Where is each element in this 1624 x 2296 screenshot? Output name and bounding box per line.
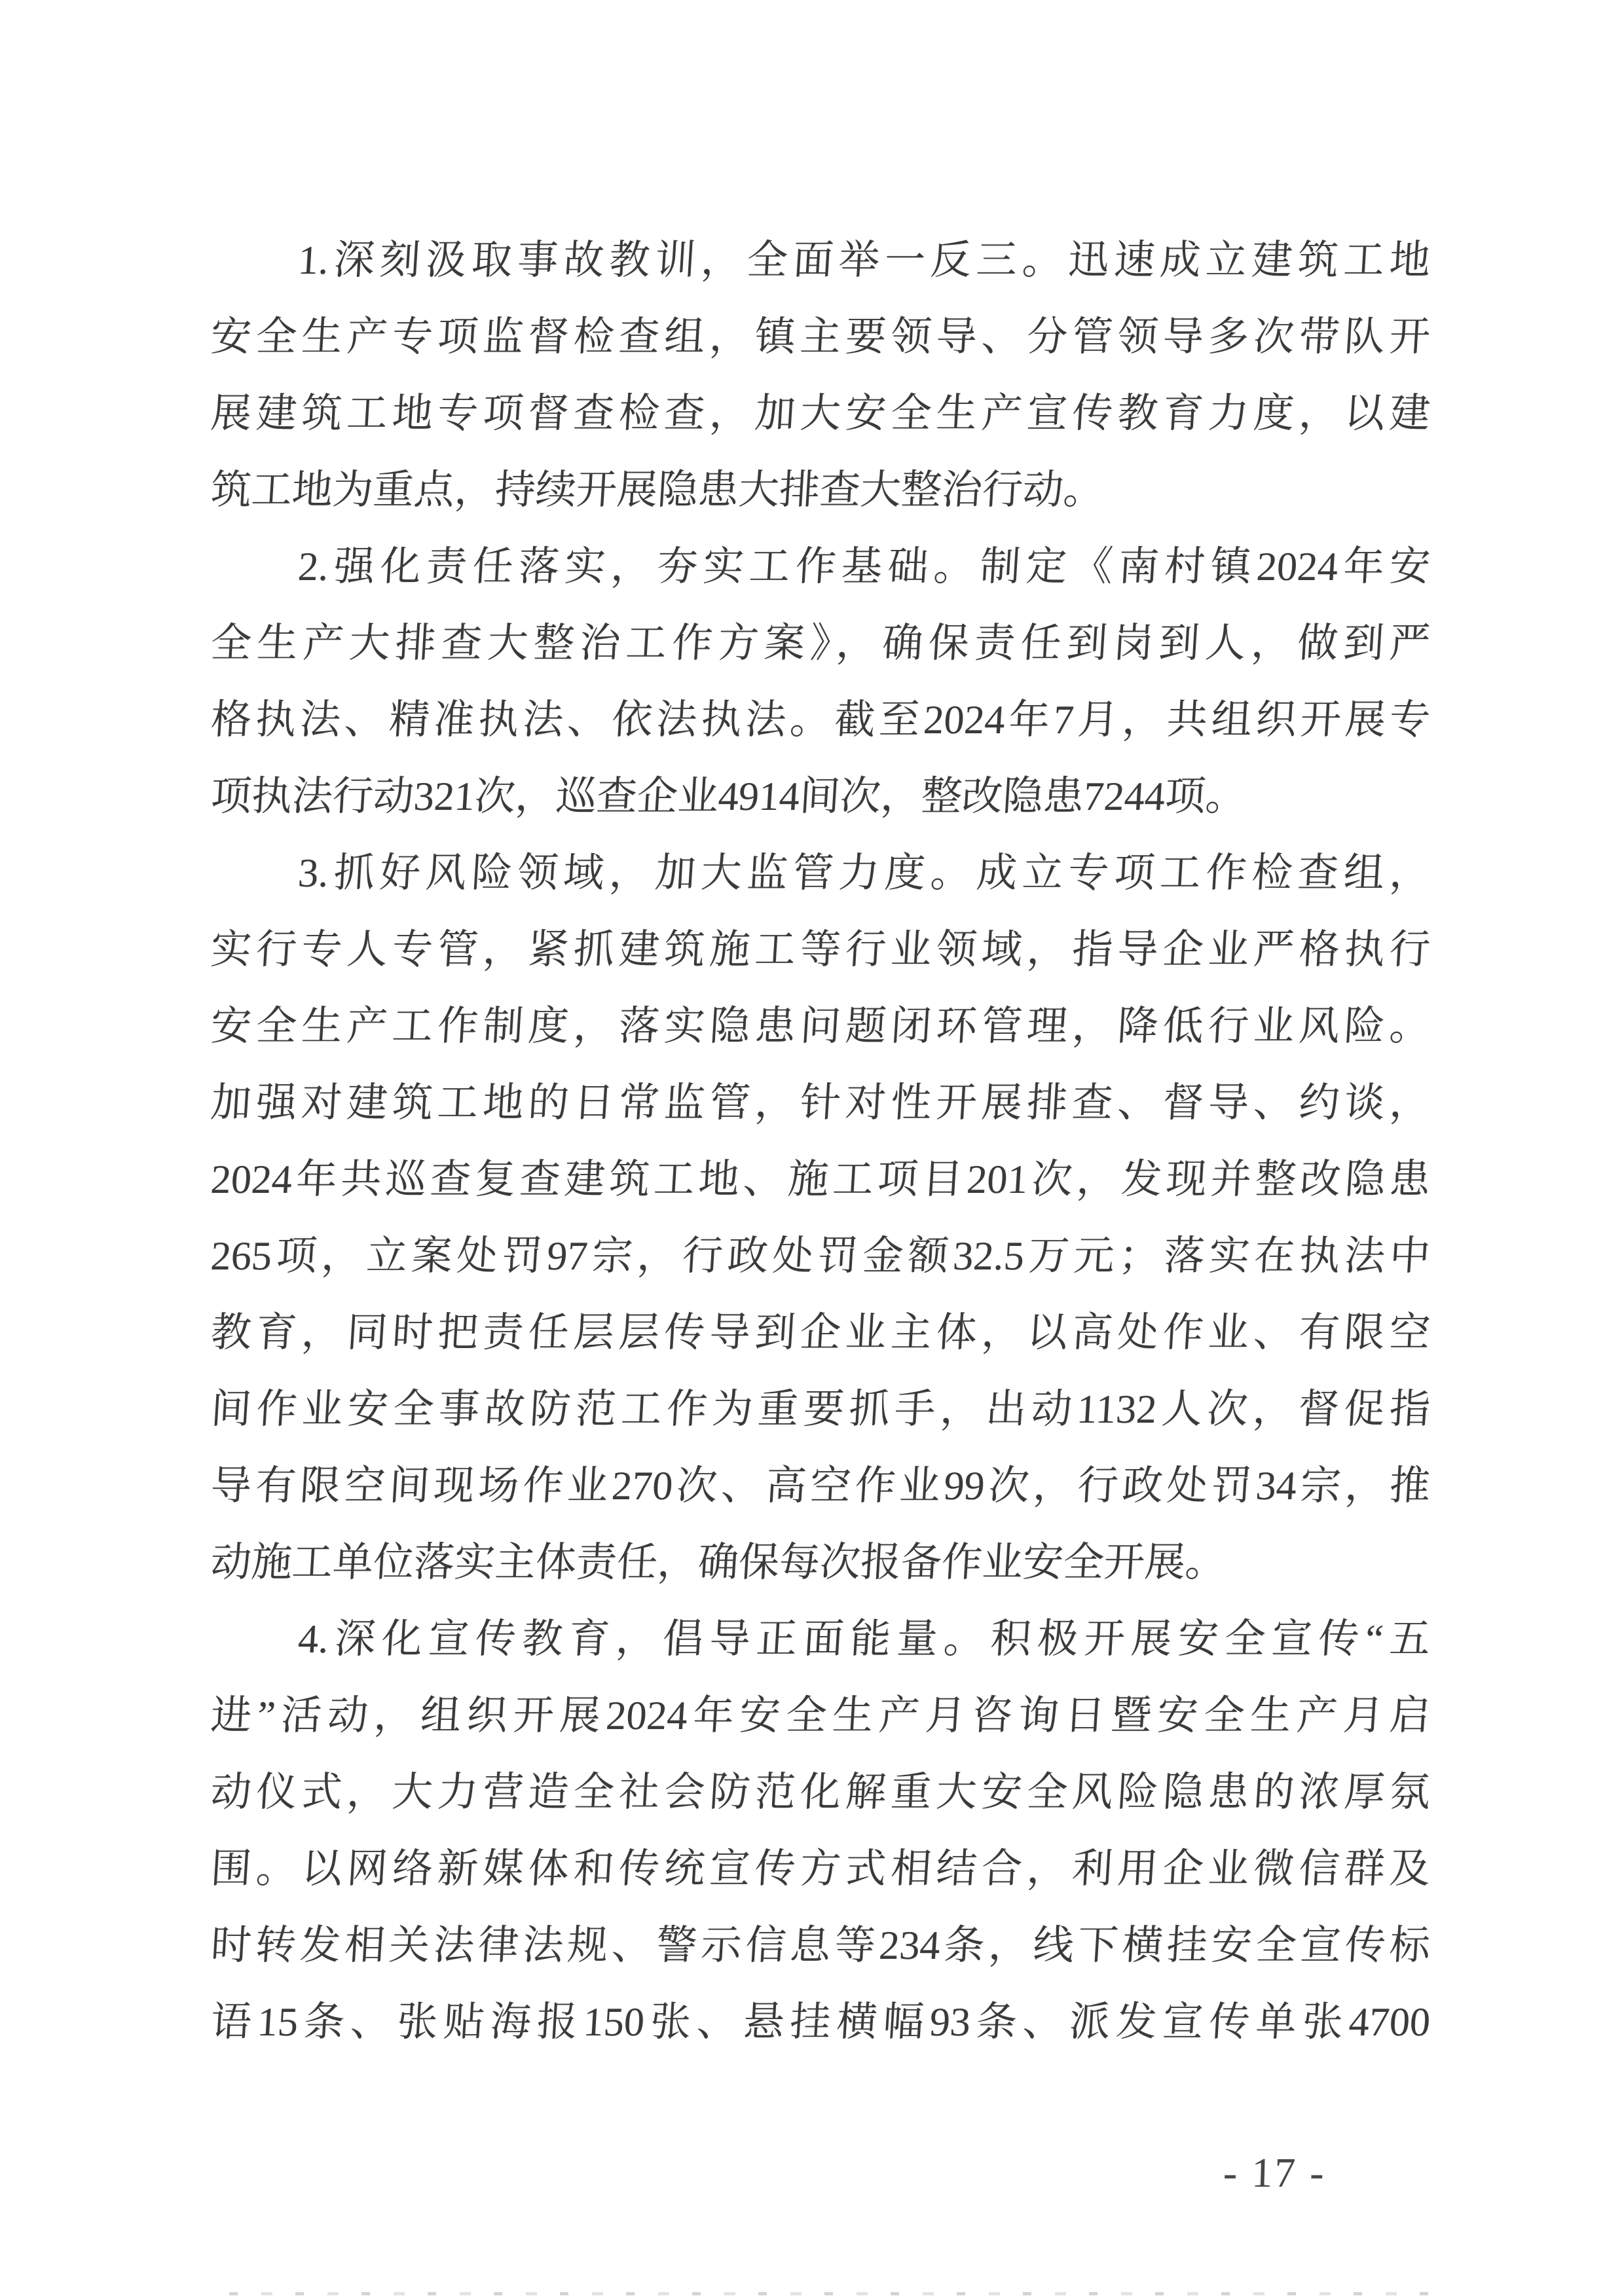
page-number: - 17 -: [1223, 2149, 1327, 2196]
text-line: 加强对建筑工地的日常监管，针对性开展排查、督导、约谈，: [209, 1081, 1432, 1125]
text-line: 筑工地为重点，持续开展隐患大排查大整治行动。: [209, 468, 1106, 513]
text-line: 2024年共巡查复查建筑工地、施工项目201次，发现并整改隐患: [209, 1157, 1432, 1202]
text-line: 1.深刻汲取事故教训，全面举一反三。迅速成立建筑工地: [297, 238, 1432, 283]
text-line: 语15条、张贴海报150张、悬挂横幅93条、派发宣传单张4700: [209, 2000, 1432, 2045]
text-line: 进”活动，组织开展2024年安全生产月咨询日暨安全生产月启: [209, 1694, 1432, 1738]
text-line: 时转发相关法律法规、警示信息等234条，线下横挂安全宣传标: [209, 1923, 1432, 1968]
text-line: 格执法、精准执法、依法执法。截至2024年7月，共组织开展专: [209, 698, 1432, 742]
text-line: 间作业安全事故防范工作为重要抓手，出动1132人次，督促指: [209, 1387, 1432, 1432]
text-line: 2.强化责任落实，夯实工作基础。制定《南村镇2024年安: [297, 545, 1432, 589]
next-line-cutoff-marks: [229, 2292, 1434, 2295]
text-line: 安全生产专项监督检查组，镇主要领导、分管领导多次带队开: [209, 315, 1432, 359]
text-line: 4.深化宣传教育，倡导正面能量。积极开展安全宣传“五: [297, 1617, 1432, 1662]
text-line: 围。以网络新媒体和传统宣传方式相结合，利用企业微信群及: [209, 1847, 1432, 1891]
text-line: 项执法行动321次，巡查企业4914间次，整改隐患7244项。: [209, 774, 1248, 819]
text-line: 展建筑工地专项督查检查，加大安全生产宣传教育力度，以建: [209, 392, 1432, 436]
text-line: 动施工单位落实主体责任，确保每次报备作业安全开展。: [209, 1540, 1228, 1585]
text-line: 3.抓好风险领域，加大监管力度。成立专项工作检查组，: [297, 851, 1432, 896]
text-line: 导有限空间现场作业270次、高空作业99次，行政处罚34宗，推: [209, 1464, 1432, 1508]
text-line: 全生产大排查大整治工作方案》，确保责任到岗到人，做到严: [209, 621, 1432, 666]
text-line: 动仪式，大力营造全社会防范化解重大安全风险隐患的浓厚氛: [209, 1770, 1432, 1815]
text-line: 实行专人专管，紧抓建筑施工等行业领域，指导企业严格执行: [209, 928, 1432, 972]
text-line: 安全生产工作制度，落实隐患问题闭环管理，降低行业风险。: [209, 1004, 1432, 1049]
text-line: 265项，立案处罚97宗，行政处罚金额32.5万元；落实在执法中: [209, 1234, 1432, 1279]
text-line: 教育，同时把责任层层传导到企业主体，以高处作业、有限空: [209, 1311, 1432, 1355]
body-text: [211, 223, 1430, 2061]
